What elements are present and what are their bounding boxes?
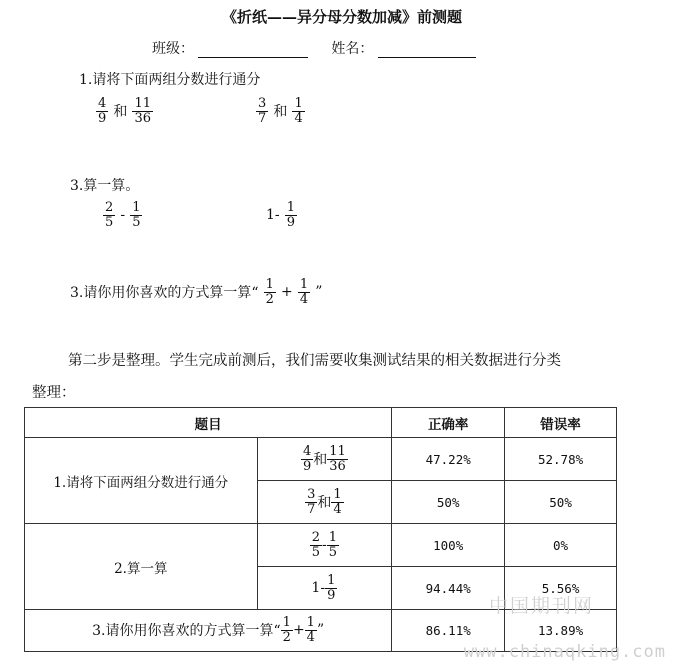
class-blank — [198, 43, 308, 58]
correct-rate-cell: 94.44% — [392, 567, 505, 610]
header-error-rate: 错误率 — [505, 408, 617, 438]
correct-rate-cell: 50% — [392, 481, 505, 524]
table-row — [25, 524, 617, 567]
q1-pair-b: $\frac{3}{7}$ 和 $\frac{1}{4}$ — [258, 96, 303, 126]
q1-pair-a: $\frac{4}{9}$ 和 $\frac{11}{36}$ — [98, 96, 152, 126]
fraction-cell: $\frac{4}{9}$ 和 $\frac{11}{36}$ — [257, 438, 392, 481]
fraction: $\frac{1}{4}$ — [299, 277, 309, 307]
error-rate-cell: 5.56% — [505, 567, 617, 610]
name-blank — [378, 43, 476, 58]
watermark-url: www.chinaqking.com — [463, 642, 666, 662]
error-rate-cell: 0% — [505, 524, 617, 567]
fraction: $\frac{4}{9}$ — [98, 96, 107, 126]
question-2-label: 3.算一算。 — [70, 178, 140, 194]
error-rate-cell: 13.89% — [505, 610, 617, 652]
student-info-row — [152, 38, 476, 58]
fraction: $\frac{3}{7}$ — [258, 96, 267, 126]
q2-expression-a: $\frac{2}{5}$ - $\frac{1}{5}$ — [105, 200, 141, 230]
question-3-label: 3.请你用你喜欢的方式算一算“ — [70, 285, 259, 302]
fraction-cell: 1- $\frac{1}{9}$ — [257, 567, 392, 610]
fraction-cell: $\frac{3}{7}$ 和 $\frac{1}{4}$ — [257, 481, 392, 524]
error-rate-cell: 50% — [505, 481, 617, 524]
fraction: $\frac{1}{2}$ — [265, 277, 274, 307]
paragraph-line-2: 整理： — [32, 385, 76, 401]
group-1-label: 1.请将下面两组分数进行通分 — [25, 438, 258, 524]
watermark-cn: 中国期刊网 — [488, 595, 594, 617]
paragraph-line-1: 第二步是整理。学生完成前测后，我们需要收集测试结果的相关数据进行分类 — [68, 353, 561, 369]
fraction: $\frac{1}{5}$ — [132, 200, 141, 230]
q2-expression-b: 1- $\frac{1}{9}$ — [266, 200, 296, 230]
correct-rate-cell: 100% — [392, 524, 505, 567]
correct-rate-cell: 47.22% — [392, 438, 505, 481]
fraction: $\frac{11}{36}$ — [134, 96, 152, 126]
name-label: 姓名： — [331, 41, 374, 57]
error-rate-cell: 52.78% — [505, 438, 617, 481]
group-3-cell: 3.请你用你喜欢的方式算一算“ $\frac{1}{2}$ + $\frac{1}{4}$ ” — [25, 610, 392, 652]
table-header-row — [25, 408, 617, 438]
question-3: 3.请你用你喜欢的方式算一算“ $\frac{1}{2}$ + $\frac{1}{4}$ ” — [70, 277, 323, 307]
correct-rate-cell: 86.11% — [392, 610, 505, 652]
fraction-cell: $\frac{2}{5}$ - $\frac{1}{5}$ — [257, 524, 392, 567]
class-label: 班级： — [152, 41, 194, 57]
fraction: $\frac{1}{4}$ — [294, 96, 303, 126]
question-1-label: 1.请将下面两组分数进行通分 — [79, 72, 261, 88]
page-title: 《折纸——异分母分数加减》前测题 — [221, 8, 462, 26]
group-2-label: 2.算一算 — [25, 524, 258, 610]
header-topic: 题目 — [25, 408, 392, 438]
fraction: $\frac{2}{5}$ — [105, 200, 114, 230]
table-row — [25, 438, 617, 481]
header-correct-rate: 正确率 — [392, 408, 505, 438]
fraction: $\frac{1}{9}$ — [286, 200, 296, 230]
